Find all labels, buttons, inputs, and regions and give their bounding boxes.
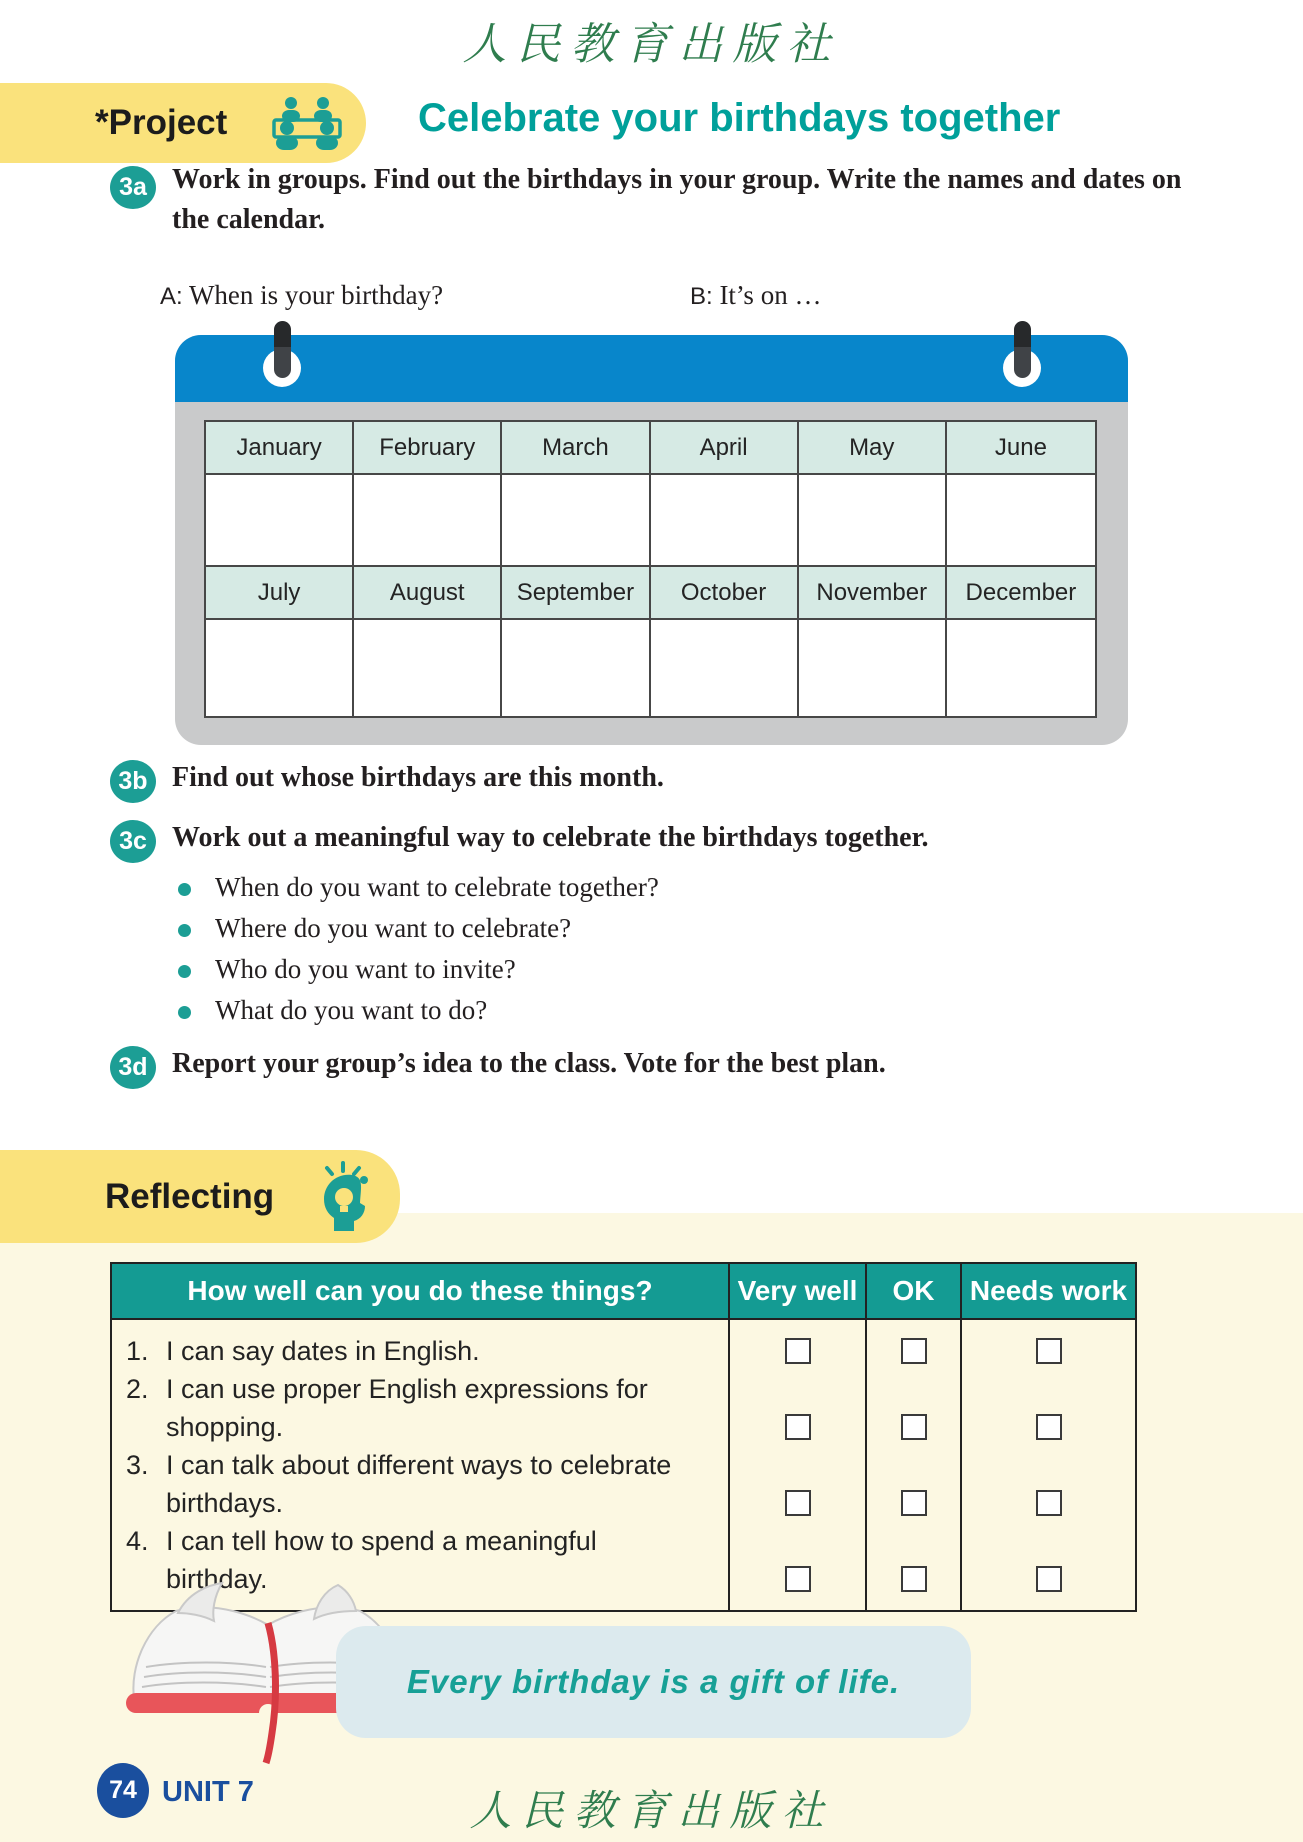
calendar-entry-cell[interactable] (354, 620, 502, 716)
rating-checkbox[interactable] (901, 1414, 927, 1440)
reflect-item-text: I can use proper English expressions for (166, 1373, 648, 1404)
calendar-month-header: April (651, 422, 799, 475)
rating-checkbox[interactable] (901, 1490, 927, 1516)
calendar-month-header: January (206, 422, 354, 475)
reflect-item-line (126, 1484, 728, 1522)
calendar-month-header: March (502, 422, 650, 475)
unit-label: UNIT 7 (162, 1776, 254, 1808)
reflecting-banner (0, 1150, 400, 1243)
rating-column-very-well (730, 1320, 867, 1610)
dialogue-b (690, 280, 821, 311)
bullet-dot (178, 965, 191, 978)
reflect-item-number: 1. (126, 1335, 149, 1366)
calendar-table (204, 420, 1097, 718)
publisher-logo-bottom: 人民教育出版社 (469, 1786, 834, 1835)
dialogue-a (160, 280, 443, 310)
task-3b-instruction: Find out whose birthdays are this month. (172, 762, 664, 793)
reflect-item-text: I can tell how to spend a meaningful (166, 1525, 597, 1556)
calendar-entry-row-1 (206, 475, 1095, 567)
calendar-months-row-2 (206, 567, 1095, 620)
speaker-a-label: A: (160, 283, 183, 310)
task-3d-instruction: Report your group’s idea to the class. Vote for the best plan. (172, 1048, 886, 1079)
calendar-months-row-1 (206, 422, 1095, 475)
reflect-item-line (126, 1332, 728, 1370)
calendar-month-header: September (502, 567, 650, 620)
calendar-entry-cell[interactable] (947, 620, 1095, 716)
task-3a-badge: 3a (110, 166, 156, 209)
rating-checkbox[interactable] (1036, 1566, 1062, 1592)
task-3c-instruction: Work out a meaningful way to celebrate the birthdays together. (172, 822, 929, 853)
reflect-item-line (126, 1408, 728, 1446)
bullet-text: When do you want to celebrate together? (215, 872, 659, 902)
calendar-entry-cell[interactable] (651, 475, 799, 567)
header-needs-work: Needs work (969, 1275, 1128, 1306)
calendar (175, 335, 1128, 745)
project-banner-label: *Project (95, 103, 228, 142)
reflecting-table-body (112, 1320, 1135, 1610)
bullet-dot (178, 924, 191, 937)
task-3b-badge: 3b (110, 760, 156, 803)
quote-box (336, 1626, 971, 1738)
rating-checkbox[interactable] (901, 1338, 927, 1364)
group-meeting-icon (269, 96, 345, 150)
rating-checkbox[interactable] (901, 1566, 927, 1592)
bullet-text: Where do you want to celebrate? (215, 913, 572, 943)
bullet-item (178, 872, 659, 913)
rating-checkbox[interactable] (1036, 1490, 1062, 1516)
publisher-logo-top: 人民教育出版社 (462, 19, 841, 70)
reflect-item-number: 4. (126, 1525, 149, 1556)
task-3a-instruction: Work in groups. Find out the birthdays in your group. Write the names and dates on the calendar. (172, 164, 1182, 235)
calendar-entry-cell[interactable] (206, 475, 354, 567)
calendar-entry-row-2 (206, 620, 1095, 716)
reflect-item-text: I can talk about different ways to celebrate (166, 1449, 672, 1480)
head-lightbulb-icon (312, 1161, 374, 1233)
reflect-item-number: 3. (126, 1449, 149, 1480)
project-banner (0, 83, 366, 163)
calendar-pin-left (274, 321, 291, 378)
task-3c-badge: 3c (110, 820, 156, 863)
calendar-month-header: August (354, 567, 502, 620)
reflecting-table-header (112, 1264, 1135, 1320)
bullet-list (178, 872, 659, 1036)
bullet-item (178, 954, 659, 995)
calendar-entry-cell[interactable] (799, 620, 947, 716)
header-questions: How well can you do these things? (112, 1264, 730, 1318)
calendar-entry-cell[interactable] (502, 475, 650, 567)
quote-text: Every birthday is a gift of life. (406, 1663, 901, 1700)
dialogue-a-text: When is your birthday? (188, 280, 444, 310)
bullet-dot (178, 883, 191, 896)
calendar-month-header: November (799, 567, 947, 620)
rating-checkbox[interactable] (1036, 1414, 1062, 1440)
reflect-question-cell (112, 1320, 730, 1610)
dialogue (160, 280, 1160, 311)
reflect-item-line (126, 1522, 728, 1560)
calendar-month-header: July (206, 567, 354, 620)
calendar-month-header: October (651, 567, 799, 620)
task-3d-badge: 3d (110, 1046, 156, 1089)
calendar-month-header: June (947, 422, 1095, 475)
calendar-entry-cell[interactable] (354, 475, 502, 567)
page-number-badge: 74 (97, 1763, 149, 1818)
calendar-entry-cell[interactable] (947, 475, 1095, 567)
rating-column-needs-work (962, 1320, 1135, 1610)
calendar-entry-cell[interactable] (502, 620, 650, 716)
rating-checkbox[interactable] (1036, 1338, 1062, 1364)
rating-checkbox[interactable] (785, 1414, 811, 1440)
calendar-entry-cell[interactable] (206, 620, 354, 716)
header-ok: OK (867, 1264, 962, 1318)
reflect-item-text: I can say dates in English. (166, 1335, 480, 1366)
calendar-pin-right (1014, 321, 1031, 378)
calendar-entry-cell[interactable] (651, 620, 799, 716)
rating-checkbox[interactable] (785, 1490, 811, 1516)
calendar-entry-cell[interactable] (799, 475, 947, 567)
page-title: Celebrate your birthdays together (418, 96, 1061, 140)
bullet-text: Who do you want to invite? (215, 954, 516, 984)
reflecting-banner-label: Reflecting (105, 1176, 275, 1216)
reflect-item-text: birthdays. (166, 1487, 284, 1518)
rating-checkbox[interactable] (785, 1338, 811, 1364)
calendar-month-header: February (354, 422, 502, 475)
calendar-month-header: May (799, 422, 947, 475)
rating-column-ok (867, 1320, 962, 1610)
reflect-item-line (126, 1370, 728, 1408)
header-very-well: Very well (730, 1264, 867, 1318)
bullet-item (178, 913, 659, 954)
rating-checkbox[interactable] (785, 1566, 811, 1592)
calendar-month-header: December (947, 567, 1095, 620)
reflect-item-number: 2. (126, 1373, 149, 1404)
dialogue-b-text: It’s on … (719, 280, 822, 310)
reflecting-table (110, 1262, 1137, 1612)
reflect-item-text: shopping. (166, 1411, 284, 1442)
calendar-header-bar (175, 335, 1128, 402)
reflect-item-line (126, 1446, 728, 1484)
bullet-text: What do you want to do? (215, 995, 488, 1025)
speaker-b-label: B: (690, 283, 713, 310)
bullet-item (178, 995, 659, 1036)
reflect-item-text: birthday. (166, 1563, 268, 1594)
bullet-dot (178, 1006, 191, 1019)
